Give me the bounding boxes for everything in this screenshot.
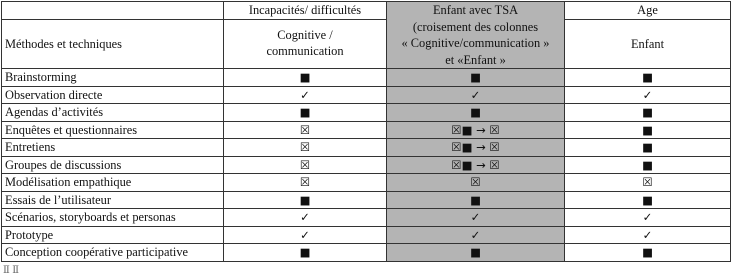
mark-cell: ■ (224, 191, 387, 209)
header-cognitive (224, 19, 387, 68)
mark-cell: ■ (565, 156, 731, 174)
mark-cell: ✓ (224, 226, 387, 244)
mark-cell: ☒■ → ☒ (387, 121, 565, 139)
mark-cell: ■ (224, 244, 387, 262)
table-row (2, 174, 731, 192)
mark-cell: ☒ (387, 174, 565, 192)
mark-cell: ■ (565, 104, 731, 122)
method-cell: Conception coopérative participative (2, 244, 224, 262)
header-child-asd-line3: « Cognitive/communication » (401, 36, 550, 50)
header-row-1 (2, 2, 731, 20)
mark-cell: ✓ (565, 86, 731, 104)
header-cognitive-line1: Cognitive / (277, 28, 333, 43)
methods-table (1, 1, 731, 262)
mark-cell: ✓ (387, 86, 565, 104)
method-cell: Observation directe (2, 86, 224, 104)
mark-cell: ■ (387, 69, 565, 87)
mark-cell: ✓ (387, 209, 565, 227)
mark-cell: ☒ (224, 156, 387, 174)
header-cognitive-line2: communication (266, 43, 344, 58)
mark-cell: ■ (224, 104, 387, 122)
mark-cell: ☒■ → ☒ (387, 139, 565, 157)
header-child-asd-line2: (croisement des colonnes (412, 19, 539, 34)
mark-cell: ■ (387, 244, 565, 262)
mark-cell: ■ (565, 69, 731, 87)
header-row-2 (2, 19, 731, 68)
table-row (2, 86, 731, 104)
table-body (2, 69, 731, 262)
header-child-asd-line1: Enfant avec TSA (432, 3, 519, 17)
table-row (2, 104, 731, 122)
mark-cell: ✓ (565, 226, 731, 244)
method-cell: Entretiens (2, 139, 224, 157)
method-cell: Scénarios, storyboards et personas (2, 209, 224, 227)
mark-cell: ✓ (565, 209, 731, 227)
method-cell: Groupes de discussions (2, 156, 224, 174)
method-cell: Modélisation empathique (2, 174, 224, 192)
table-row (2, 139, 731, 157)
mark-cell: ☒ (224, 121, 387, 139)
header-blank-cell (2, 2, 224, 20)
table-row (2, 191, 731, 209)
method-cell: Essais de l’utilisateur (2, 191, 224, 209)
mark-cell: ■ (387, 104, 565, 122)
mark-cell: ✓ (224, 86, 387, 104)
mark-cell: ✓ (387, 226, 565, 244)
mark-cell: ■ (565, 191, 731, 209)
method-cell: Prototype (2, 226, 224, 244)
table-row (2, 121, 731, 139)
table-row (2, 226, 731, 244)
header-child: Enfant (565, 19, 731, 68)
header-child-asd (387, 2, 565, 69)
mark-cell: ☒■ → ☒ (387, 156, 565, 174)
cropped-footnote: Ⅱ Ⅱ (3, 265, 20, 276)
mark-cell: ■ (565, 244, 731, 262)
table-row (2, 244, 731, 262)
mark-cell: ✓ (224, 209, 387, 227)
header-age: Age (565, 2, 731, 20)
table-row (2, 209, 731, 227)
mark-cell: ■ (387, 191, 565, 209)
method-cell: Brainstorming (2, 69, 224, 87)
mark-cell: ■ (565, 139, 731, 157)
mark-cell: ■ (224, 69, 387, 87)
mark-cell: ■ (565, 121, 731, 139)
table-row (2, 156, 731, 174)
header-child-asd-line4: et «Enfant » (445, 52, 506, 67)
mark-cell: ☒ (224, 139, 387, 157)
header-methods-label: Méthodes et techniques (2, 19, 224, 68)
header-disabilities: Incapacités/ difficultés (224, 2, 387, 20)
method-cell: Agendas d’activités (2, 104, 224, 122)
table-row (2, 69, 731, 87)
mark-cell: ☒ (224, 174, 387, 192)
mark-cell: ☒ (565, 174, 731, 192)
method-cell: Enquêtes et questionnaires (2, 121, 224, 139)
